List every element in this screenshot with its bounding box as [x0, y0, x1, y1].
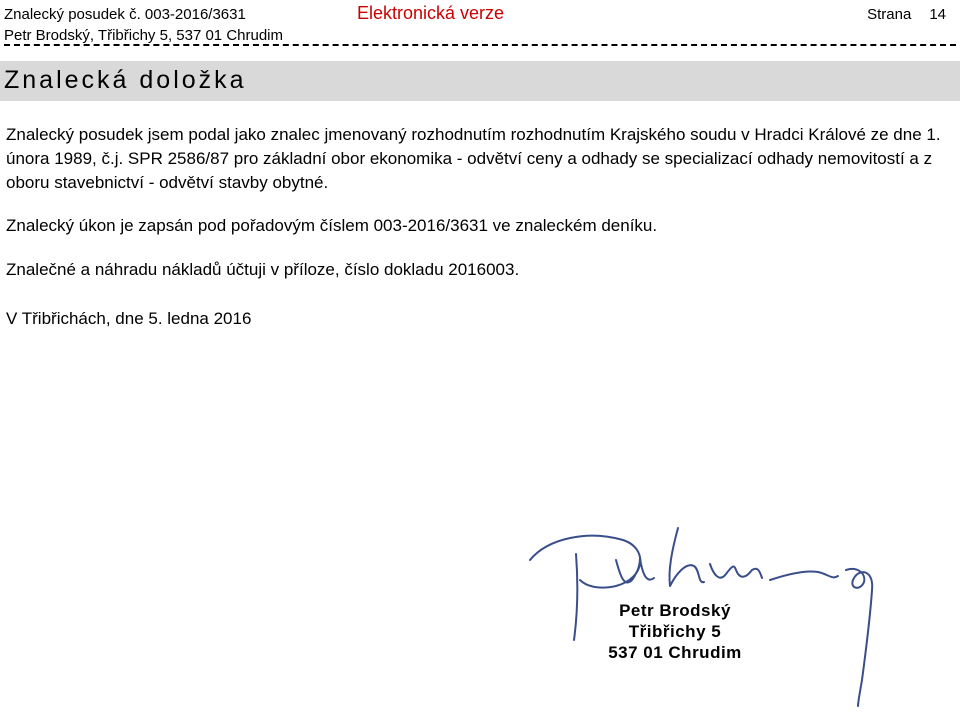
page-indicator [867, 6, 946, 23]
author-address: Petr Brodský, Třibřichy 5, 537 01 Chrudim [4, 27, 284, 44]
section-title: Znalecká doložka [4, 66, 247, 94]
fee-paragraph: Znalečné a náhradu nákladů účtuji v příloze, číslo dokladu 2016003. [6, 260, 520, 279]
document-reference: Znalecký posudek č. 003-2016/3631 [4, 6, 246, 23]
stamp-street: Třibřichy 5 [628, 622, 722, 641]
header-divider [4, 44, 956, 46]
appointment-paragraph: Znalecký posudek jsem podal jako znalec jmenovaný rozhodnutím rozhodnutím Krajského soudu v Hradci Králové ze dne 1. února 1989, č.j. SPR 2586/87 pro základní obor ekonomika - odvětví ceny a odhady se specializací odhady nemovitostí a z oboru stavebnictví - odvětví stavby obytné. [6, 125, 941, 192]
stamp-city: 537 01 Chrudim [608, 643, 742, 662]
page-label: Strana [867, 6, 912, 23]
header-left [4, 4, 283, 46]
diary-entry-paragraph: Znalecký úkon je zapsán pod pořadovým číslem 003-2016/3631 ve znaleckém deníku. [6, 216, 658, 235]
stamp-name: Petr Brodský [619, 601, 731, 620]
place-date: V Třibřichách, dne 5. ledna 2016 [6, 309, 252, 328]
stamp [580, 600, 770, 663]
edition-label: Elektronická verze [357, 3, 505, 23]
page-number: 14 [929, 6, 946, 23]
